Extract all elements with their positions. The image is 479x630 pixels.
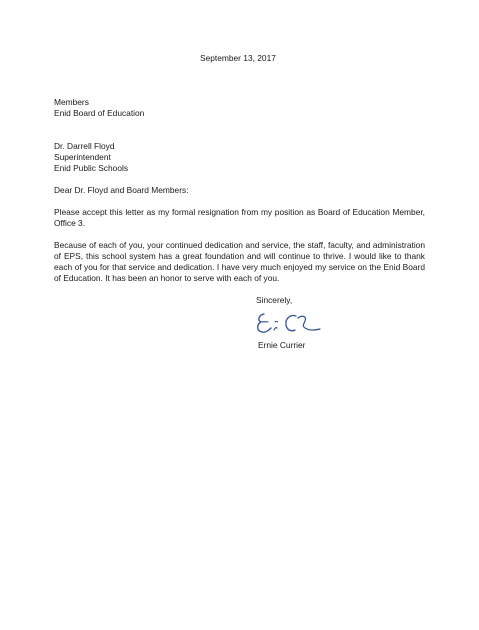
- closing: Sincerely,: [256, 295, 293, 305]
- superintendent-organization: Enid Public Schools: [54, 163, 129, 173]
- salutation: Dear Dr. Floyd and Board Members:: [54, 185, 189, 195]
- letter-date: September 13, 2017: [200, 53, 276, 63]
- recipient-block: [54, 97, 144, 119]
- body-paragraph-resignation: Please accept this letter as my formal resignation from my position as Board of Education Member, Office 3.: [54, 207, 425, 228]
- superintendent-block: [54, 141, 128, 174]
- recipient-line: Members: [54, 97, 89, 107]
- signer-name: Ernie Currier: [258, 340, 306, 350]
- recipient-line: Enid Board of Education: [54, 108, 145, 118]
- handwritten-signature: [254, 308, 334, 340]
- body-paragraph-thanks: Because of each of you, your continued dedication and service, the staff, faculty, and administration of EPS, this school system has a great foundation and will continue to thrive. I would like to thank each of you for that service and dedication. I have very much enjoyed my service on the Enid Board of Education. It has been an honor to serve with each of you.: [54, 240, 425, 283]
- superintendent-title: Superintendent: [54, 152, 111, 162]
- superintendent-name: Dr. Darrell Floyd: [54, 141, 115, 151]
